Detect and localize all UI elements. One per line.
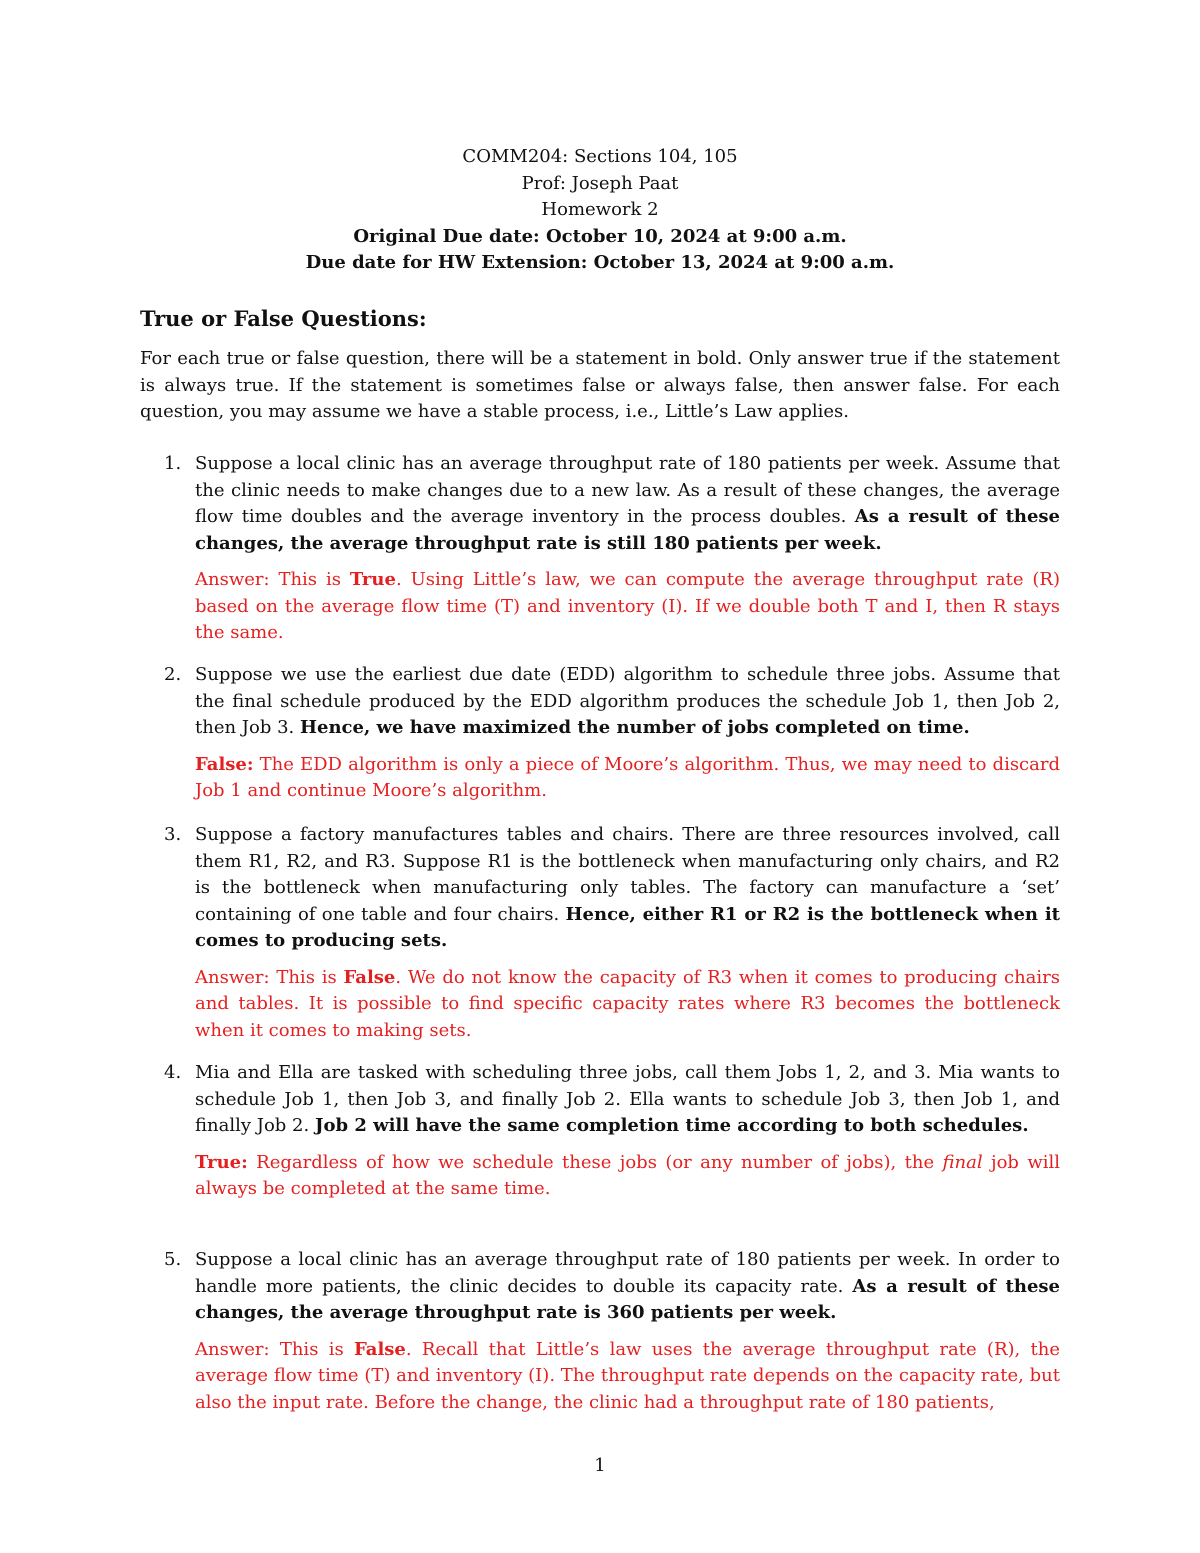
question-item-4 bbox=[140, 1060, 1060, 1203]
question-bold-statement: As a result of these changes, the average throughput rate is 360 patients per week. bbox=[195, 1275, 1060, 1323]
question-number: 2. bbox=[164, 664, 182, 685]
answer-text bbox=[195, 752, 1060, 805]
question-bold-statement: Hence, either R1 or R2 is the bottleneck when it comes to producing sets. bbox=[195, 903, 1060, 951]
question-text bbox=[195, 662, 1060, 742]
homework-title: Homework 2 bbox=[541, 199, 659, 220]
answer-explanation: . We do not know the capacity of R3 when it comes to producing chairs and tables. It is possible to find specific capacity rates where R3 becomes the bottleneck when it comes to making sets. bbox=[195, 966, 1060, 1041]
question-text bbox=[195, 1060, 1060, 1140]
original-due-date: Original Due date: October 10, 2024 at 9:00 a.m. bbox=[353, 225, 847, 247]
answer-verdict: False bbox=[353, 1338, 406, 1360]
answer-explanation: . Recall that Little’s law uses the average throughput rate (R), the average flow time (T) and inventory (I). The throughput rate depends on the capacity rate, but also the input rate. Before the change, the clinic had a throughput rate of 180 patients, bbox=[195, 1338, 1061, 1413]
question-item-5 bbox=[140, 1247, 1060, 1416]
page-number: 1 bbox=[594, 1455, 606, 1476]
answer-explanation: Regardless of how we schedule these jobs (or any number of jobs), the bbox=[247, 1151, 943, 1173]
question-item-1 bbox=[140, 451, 1060, 647]
question-plain-text: Suppose we use the earliest due date (EDD) algorithm to schedule three jobs. Assume that the final schedule produced by the EDD algorithm produces the schedule Job 1, then Job 2, then Job 3. bbox=[195, 664, 1060, 738]
answer-verdict: False: bbox=[195, 753, 254, 775]
question-number: 5. bbox=[164, 1249, 182, 1270]
answer-verdict: False bbox=[343, 966, 396, 988]
extension-due-date: Due date for HW Extension: October 13, 2024 at 9:00 a.m. bbox=[305, 252, 895, 273]
question-text bbox=[195, 451, 1060, 557]
section-title: True or False Questions: bbox=[140, 306, 427, 331]
answer-explanation: The EDD algorithm is only a piece of Moore’s algorithm. Thus, we may need to discard Job 1 and continue Moore’s algorithm. bbox=[195, 753, 1060, 801]
answer-emphasis: final bbox=[942, 1151, 983, 1173]
answer-text bbox=[195, 965, 1060, 1045]
question-item-3 bbox=[140, 822, 1060, 1044]
question-plain-text: Suppose a factory manufactures tables and chairs. There are three resources involved, call them R1, R2, and R3. Suppose R1 is the bottleneck when manufacturing only chairs, and R2 is the bottleneck when manufacturing only tables. The factory can manufacture a ‘set’ containing of one table and four chairs. bbox=[195, 824, 1060, 925]
answer-explanation: . Using Little’s law, we can compute the average throughput rate (R) based on the average flow time (T) and inventory (I). If we double both T and I, then R stays the same. bbox=[195, 569, 1060, 643]
question-number: 1. bbox=[164, 453, 182, 474]
answer-prefix: Answer: This is bbox=[195, 1338, 354, 1360]
question-item-2 bbox=[140, 662, 1060, 805]
answer-explanation-end: job will always be completed at the same time. bbox=[195, 1151, 1060, 1199]
professor-name: Prof: Joseph Paat bbox=[521, 172, 679, 194]
answer-verdict: True: bbox=[195, 1151, 248, 1173]
question-plain-text: Mia and Ella are tasked with scheduling three jobs, call them Jobs 1, 2, and 3. Mia wants to schedule Job 1, then Job 3, and finally Job 2. Ella wants to schedule Job 3, then Job 1, and finally Job 2. bbox=[195, 1062, 1060, 1136]
question-bold-statement: Hence, we have maximized the number of jobs completed on time. bbox=[300, 717, 970, 738]
question-bold-statement: As a result of these changes, the average throughput rate is still 180 patients per week. bbox=[195, 506, 1061, 554]
answer-prefix: Answer: This is bbox=[195, 966, 344, 988]
answer-verdict: True bbox=[349, 569, 396, 590]
answer-text bbox=[195, 1337, 1060, 1417]
question-bold-statement: Job 2 will have the same completion time according to both schedules. bbox=[314, 1115, 1029, 1136]
question-plain-text: Suppose a local clinic has an average throughput rate of 180 patients per week. In order to handle more patients, the clinic decides to double its capacity rate. bbox=[195, 1249, 1060, 1297]
question-plain-text: Suppose a local clinic has an average throughput rate of 180 patients per week. Assume that the clinic needs to make changes due to a new law. As a result of these changes, the average flow time doubles and the average inventory in the process doubles. bbox=[195, 453, 1060, 527]
question-text bbox=[195, 1247, 1060, 1327]
document-header bbox=[0, 144, 1200, 277]
question-number: 3. bbox=[164, 824, 182, 845]
answer-text bbox=[195, 567, 1060, 647]
question-number: 4. bbox=[164, 1062, 182, 1083]
answer-text bbox=[195, 1150, 1060, 1203]
answer-prefix: Answer: This is bbox=[195, 569, 350, 590]
course-title: COMM204: Sections 104, 105 bbox=[462, 146, 738, 167]
question-text bbox=[195, 822, 1060, 955]
intro-paragraph: For each true or false question, there will be a statement in bold. Only answer true if the statement is always true. If the statement is sometimes false or always false, then answer false. For each question, you may assume we have a stable process, i.e., Little’s Law applies. bbox=[140, 348, 1060, 422]
